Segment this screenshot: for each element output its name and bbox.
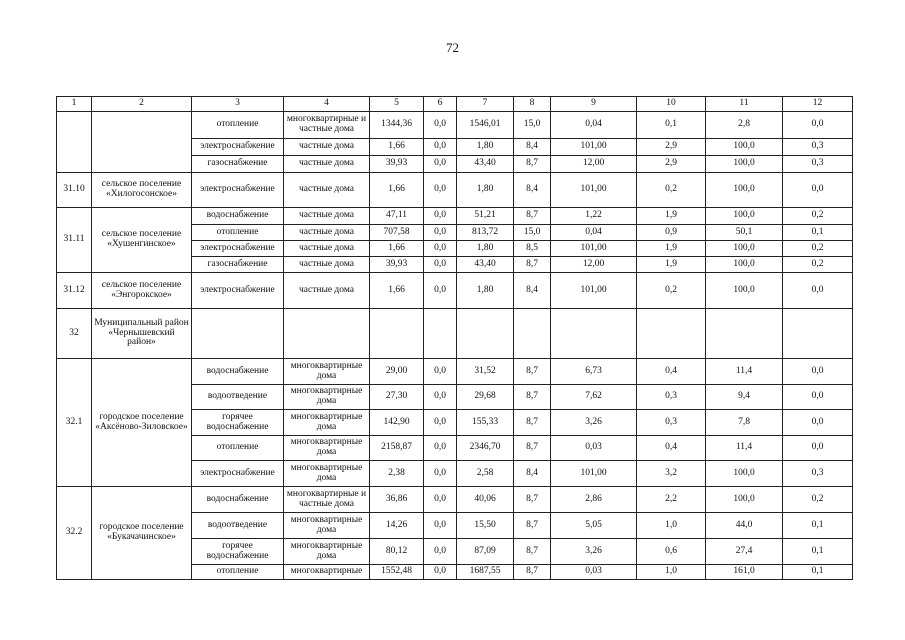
value-cell: 1344,36 (370, 112, 424, 139)
value-cell: 1,80 (457, 273, 514, 309)
service-cell: электроснабжение (192, 461, 284, 487)
value-cell: 0,04 (551, 112, 637, 139)
value-cell: 8,5 (514, 241, 551, 257)
value-cell: 0,3 (637, 385, 706, 410)
value-cell: 0,0 (424, 208, 457, 225)
value-cell: 0,3 (783, 156, 853, 173)
value-cell: 8,7 (514, 565, 551, 580)
value-cell: 1552,48 (370, 565, 424, 580)
value-cell: 8,4 (514, 173, 551, 208)
header-cell: 5 (370, 97, 424, 112)
value-cell: 0,03 (551, 436, 637, 461)
value-cell: 39,93 (370, 257, 424, 273)
settlement-cell: Муниципальный район «Чернышевский район» (92, 309, 192, 359)
value-cell: 0,3 (783, 139, 853, 156)
value-cell: 0,0 (424, 273, 457, 309)
value-cell: 0,1 (783, 539, 853, 565)
value-cell: 1,9 (637, 241, 706, 257)
row-number-cell: 31.11 (57, 208, 92, 273)
value-cell: 8,4 (514, 273, 551, 309)
value-cell: 2,38 (370, 461, 424, 487)
service-cell: водоснабжение (192, 487, 284, 513)
housing-type-cell: частные дома (284, 273, 370, 309)
service-cell: электроснабжение (192, 139, 284, 156)
value-cell: 0,0 (783, 273, 853, 309)
value-cell: 5,05 (551, 513, 637, 539)
value-cell: 161,0 (706, 565, 783, 580)
row-number-cell: 31.10 (57, 173, 92, 208)
row-number-cell: 32.1 (57, 359, 92, 487)
housing-type-cell: многоквартирные (284, 565, 370, 580)
housing-type-cell: частные дома (284, 173, 370, 208)
value-cell: 100,0 (706, 139, 783, 156)
value-cell: 1,66 (370, 241, 424, 257)
settlement-cell: сельское поселение «Хушенгинское» (92, 208, 192, 273)
settlement-cell: городское поселение «Аксёново-Зиловское» (92, 359, 192, 487)
value-cell: 8,7 (514, 513, 551, 539)
value-cell: 0,1 (783, 513, 853, 539)
value-cell: 707,58 (370, 225, 424, 241)
housing-type-cell: многоквартирные дома (284, 513, 370, 539)
service-cell: горячее водоснабжение (192, 410, 284, 436)
value-cell: 0,2 (783, 257, 853, 273)
header-cell: 2 (92, 97, 192, 112)
value-cell: 8,4 (514, 139, 551, 156)
settlement-cell: городское поселение «Букачачинское» (92, 487, 192, 580)
housing-type-cell: частные дома (284, 241, 370, 257)
value-cell (424, 309, 457, 359)
row-number-cell: 31.12 (57, 273, 92, 309)
housing-type-cell: частные дома (284, 156, 370, 173)
housing-type-cell: многоквартирные и частные дома (284, 112, 370, 139)
housing-type-cell: многоквартирные дома (284, 385, 370, 410)
value-cell: 3,2 (637, 461, 706, 487)
value-cell: 0,0 (424, 410, 457, 436)
service-cell: водоснабжение (192, 359, 284, 385)
service-cell: отопление (192, 565, 284, 580)
table-row (57, 487, 853, 513)
value-cell: 29,00 (370, 359, 424, 385)
value-cell: 7,8 (706, 410, 783, 436)
value-cell: 0,04 (551, 225, 637, 241)
value-cell: 100,0 (706, 241, 783, 257)
housing-type-cell: частные дома (284, 225, 370, 241)
value-cell: 51,21 (457, 208, 514, 225)
service-cell: газоснабжение (192, 257, 284, 273)
housing-type-cell: частные дома (284, 208, 370, 225)
value-cell: 0,0 (424, 461, 457, 487)
value-cell: 0,3 (783, 461, 853, 487)
value-cell: 8,7 (514, 257, 551, 273)
housing-type-cell: многоквартирные и частные дома (284, 487, 370, 513)
service-cell: электроснабжение (192, 273, 284, 309)
value-cell: 0,0 (424, 225, 457, 241)
value-cell (783, 309, 853, 359)
value-cell: 8,4 (514, 461, 551, 487)
value-cell: 1,9 (637, 208, 706, 225)
value-cell: 1,0 (637, 565, 706, 580)
value-cell: 0,0 (424, 385, 457, 410)
value-cell: 15,0 (514, 112, 551, 139)
value-cell: 6,73 (551, 359, 637, 385)
settlement-cell (92, 112, 192, 173)
value-cell: 0,0 (424, 173, 457, 208)
housing-type-cell: многоквартирные дома (284, 539, 370, 565)
value-cell: 0,4 (637, 436, 706, 461)
service-cell: водоотведение (192, 385, 284, 410)
value-cell: 0,0 (424, 112, 457, 139)
header-cell: 7 (457, 97, 514, 112)
housing-type-cell (284, 309, 370, 359)
service-cell: отопление (192, 225, 284, 241)
value-cell: 8,7 (514, 385, 551, 410)
value-cell: 40,06 (457, 487, 514, 513)
value-cell: 0,0 (424, 513, 457, 539)
value-cell: 2,2 (637, 487, 706, 513)
value-cell: 7,62 (551, 385, 637, 410)
header-cell: 9 (551, 97, 637, 112)
row-number-cell (57, 112, 92, 173)
service-cell: электроснабжение (192, 241, 284, 257)
value-cell: 2346,70 (457, 436, 514, 461)
settlement-cell: сельское поселение «Хилогосонское» (92, 173, 192, 208)
header-cell: 3 (192, 97, 284, 112)
value-cell: 101,00 (551, 139, 637, 156)
value-cell: 0,6 (637, 539, 706, 565)
value-cell: 87,09 (457, 539, 514, 565)
value-cell: 43,40 (457, 257, 514, 273)
value-cell: 0,0 (424, 539, 457, 565)
table-row (57, 112, 853, 139)
value-cell: 101,00 (551, 461, 637, 487)
value-cell: 0,2 (783, 241, 853, 257)
table-row (57, 359, 853, 385)
value-cell: 100,0 (706, 156, 783, 173)
value-cell: 0,2 (637, 173, 706, 208)
housing-type-cell: многоквартирные дома (284, 359, 370, 385)
value-cell (637, 309, 706, 359)
housing-type-cell: частные дома (284, 139, 370, 156)
value-cell: 1,80 (457, 241, 514, 257)
value-cell: 101,00 (551, 273, 637, 309)
value-cell: 0,1 (637, 112, 706, 139)
value-cell: 12,00 (551, 156, 637, 173)
header-cell: 8 (514, 97, 551, 112)
value-cell (706, 309, 783, 359)
value-cell: 8,7 (514, 156, 551, 173)
value-cell: 14,26 (370, 513, 424, 539)
value-cell: 11,4 (706, 359, 783, 385)
value-cell: 0,0 (783, 359, 853, 385)
value-cell: 101,00 (551, 173, 637, 208)
value-cell: 8,7 (514, 410, 551, 436)
value-cell: 15,50 (457, 513, 514, 539)
value-cell: 0,0 (424, 359, 457, 385)
value-cell: 27,30 (370, 385, 424, 410)
service-cell: отопление (192, 112, 284, 139)
value-cell: 0,0 (424, 487, 457, 513)
header-cell: 12 (783, 97, 853, 112)
value-cell: 1,22 (551, 208, 637, 225)
value-cell (514, 309, 551, 359)
value-cell: 0,9 (637, 225, 706, 241)
table-header-row (57, 97, 853, 112)
value-cell: 2,9 (637, 156, 706, 173)
value-cell: 1,0 (637, 513, 706, 539)
row-number-cell: 32 (57, 309, 92, 359)
value-cell: 12,00 (551, 257, 637, 273)
value-cell: 1,80 (457, 139, 514, 156)
value-cell: 3,26 (551, 410, 637, 436)
value-cell: 0,0 (783, 410, 853, 436)
value-cell: 0,0 (783, 173, 853, 208)
value-cell: 2,58 (457, 461, 514, 487)
value-cell: 15,0 (514, 225, 551, 241)
value-cell: 101,00 (551, 241, 637, 257)
value-cell: 1,66 (370, 173, 424, 208)
value-cell: 27,4 (706, 539, 783, 565)
value-cell: 0,0 (424, 565, 457, 580)
header-cell: 11 (706, 97, 783, 112)
value-cell: 0,0 (424, 436, 457, 461)
value-cell: 47,11 (370, 208, 424, 225)
service-cell (192, 309, 284, 359)
value-cell: 0,2 (783, 487, 853, 513)
value-cell: 2,86 (551, 487, 637, 513)
value-cell: 31,52 (457, 359, 514, 385)
service-cell: водоотведение (192, 513, 284, 539)
value-cell: 0,1 (783, 565, 853, 580)
value-cell: 1,9 (637, 257, 706, 273)
page-number: 72 (446, 40, 459, 55)
value-cell: 155,33 (457, 410, 514, 436)
housing-type-cell: многоквартирные дома (284, 436, 370, 461)
value-cell: 8,7 (514, 208, 551, 225)
row-number-cell: 32.2 (57, 487, 92, 580)
value-cell: 100,0 (706, 487, 783, 513)
value-cell: 100,0 (706, 208, 783, 225)
housing-type-cell: многоквартирные дома (284, 461, 370, 487)
housing-type-cell: многоквартирные дома (284, 410, 370, 436)
value-cell: 1,66 (370, 273, 424, 309)
table-row (57, 309, 853, 359)
service-cell: отопление (192, 436, 284, 461)
service-cell: электроснабжение (192, 173, 284, 208)
value-cell: 8,7 (514, 487, 551, 513)
value-cell: 0,0 (424, 241, 457, 257)
value-cell: 2,9 (637, 139, 706, 156)
table-row (57, 273, 853, 309)
value-cell: 3,26 (551, 539, 637, 565)
value-cell: 44,0 (706, 513, 783, 539)
value-cell: 0,0 (783, 385, 853, 410)
tariff-table (56, 96, 853, 580)
header-cell: 1 (57, 97, 92, 112)
header-cell: 10 (637, 97, 706, 112)
value-cell: 0,0 (783, 112, 853, 139)
value-cell: 8,7 (514, 359, 551, 385)
value-cell: 43,40 (457, 156, 514, 173)
value-cell: 0,2 (637, 273, 706, 309)
value-cell: 50,1 (706, 225, 783, 241)
value-cell: 1,66 (370, 139, 424, 156)
value-cell: 100,0 (706, 257, 783, 273)
value-cell: 8,7 (514, 436, 551, 461)
header-cell: 6 (424, 97, 457, 112)
value-cell: 36,86 (370, 487, 424, 513)
value-cell: 0,0 (424, 139, 457, 156)
value-cell: 2158,87 (370, 436, 424, 461)
value-cell: 11,4 (706, 436, 783, 461)
settlement-cell: сельское поселение «Энгорокское» (92, 273, 192, 309)
value-cell: 80,12 (370, 539, 424, 565)
value-cell: 142,90 (370, 410, 424, 436)
value-cell: 0,3 (637, 410, 706, 436)
value-cell: 813,72 (457, 225, 514, 241)
value-cell: 100,0 (706, 461, 783, 487)
value-cell: 0,4 (637, 359, 706, 385)
value-cell: 100,0 (706, 173, 783, 208)
value-cell: 0,03 (551, 565, 637, 580)
value-cell: 39,93 (370, 156, 424, 173)
value-cell: 0,1 (783, 225, 853, 241)
housing-type-cell: частные дома (284, 257, 370, 273)
value-cell: 9,4 (706, 385, 783, 410)
value-cell (370, 309, 424, 359)
value-cell: 100,0 (706, 273, 783, 309)
service-cell: газоснабжение (192, 156, 284, 173)
value-cell: 29,68 (457, 385, 514, 410)
value-cell: 0,0 (783, 436, 853, 461)
header-cell: 4 (284, 97, 370, 112)
table-row (57, 173, 853, 208)
value-cell: 0,0 (424, 257, 457, 273)
value-cell: 1687,55 (457, 565, 514, 580)
value-cell: 1546,01 (457, 112, 514, 139)
value-cell: 8,7 (514, 539, 551, 565)
value-cell: 1,80 (457, 173, 514, 208)
value-cell (457, 309, 514, 359)
service-cell: водоснабжение (192, 208, 284, 225)
value-cell (551, 309, 637, 359)
value-cell: 0,0 (424, 156, 457, 173)
service-cell: горячее водоснабжение (192, 539, 284, 565)
value-cell: 0,2 (783, 208, 853, 225)
value-cell: 2,8 (706, 112, 783, 139)
table-row (57, 208, 853, 225)
